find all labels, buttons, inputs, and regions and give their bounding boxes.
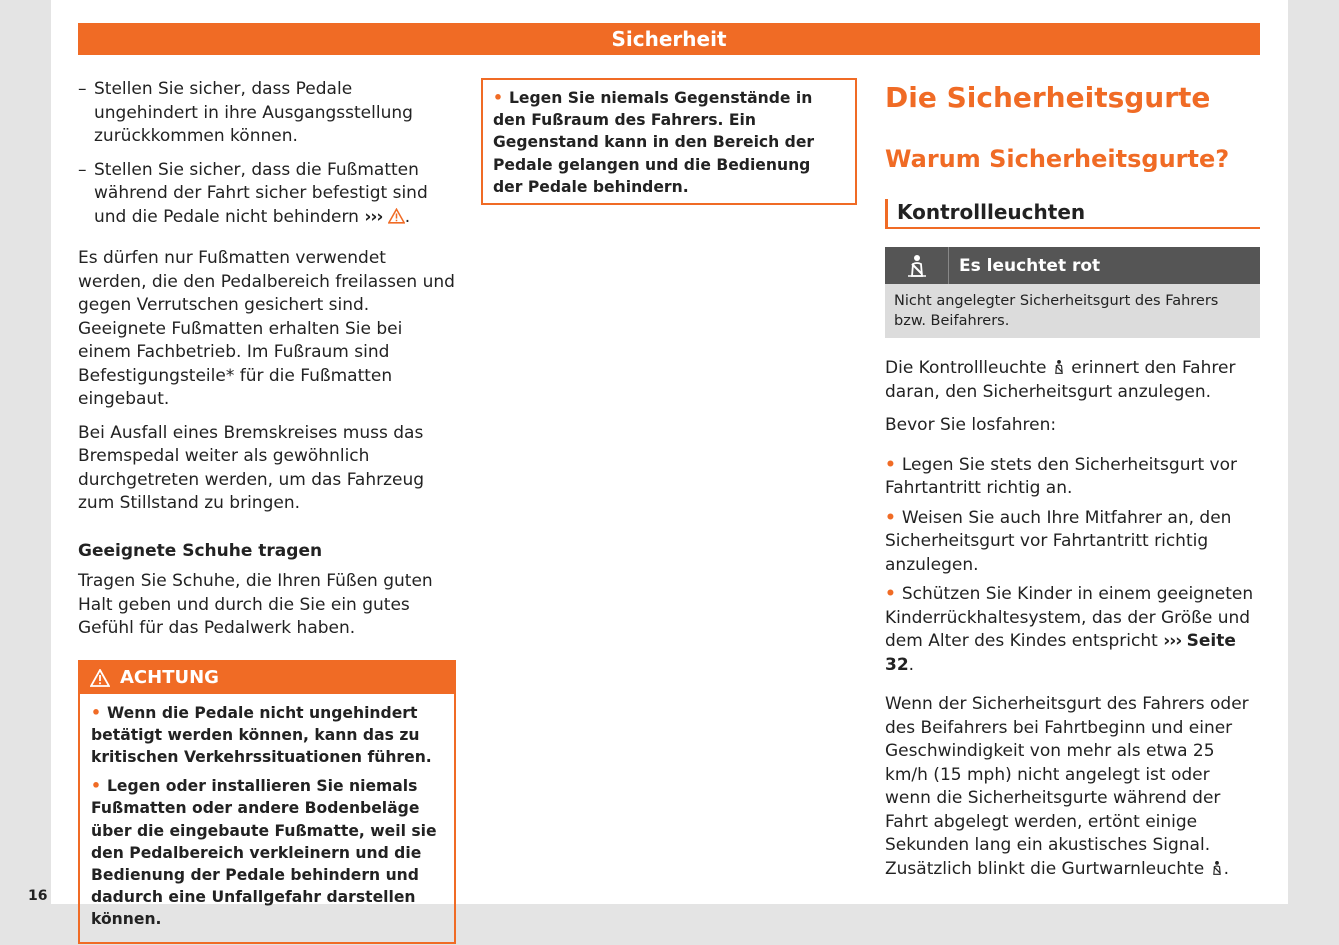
- cross-reference-arrow[interactable]: ›››: [1163, 631, 1182, 651]
- warning-title: ACHTUNG: [120, 667, 219, 688]
- paragraph: Die Kontrollleuchte erinnert den Fahrer daran, den Sicherheitsgurt anzulegen.: [885, 358, 1236, 402]
- subsection-title: Kontrollleuchten: [885, 199, 1260, 229]
- page-reference-link[interactable]: Seite 32: [885, 631, 1236, 675]
- warning-lamp-heading: Es leuchtet rot: [959, 255, 1101, 276]
- page-number: 16: [28, 888, 48, 904]
- warning-body: [80, 694, 454, 942]
- dash-item: – Stellen Sie sicher, dass Pedale ungehindert in ihre Ausgangsstellung zurückkommen können.: [78, 78, 456, 149]
- seatbelt-warning-icon: [1052, 358, 1066, 376]
- section-title: Warum Sicherheitsgurte?: [885, 145, 1230, 173]
- bullet-item: • Schützen Sie Kinder in einem geeigneten Kinderrückhaltesystem, das der Größe und dem Alter des Kindes entspricht ››› Seite 32.: [885, 584, 1254, 675]
- paragraph: Tragen Sie Schuhe, die Ihren Füßen guten Halt geben und durch die Sie ein gutes Gefühl für das Pedalwerk haben.: [78, 571, 433, 638]
- paragraph: Wenn der Sicherheitsgurt des Fahrers oder des Beifahrers bei Fahrtbeginn und einer Geschwindigkeit von mehr als etwa 25 km/h (15 mph) nicht angelegt ist oder wenn die Sicherheitsgurte während der Fahrt abgelegt werden, ertönt einige Sekunden lang ein akustisches Signal. Zusätzlich blinkt die Gurtwarnleuchte .: [885, 694, 1249, 879]
- middle-column: [481, 78, 857, 205]
- warning-lamp-header: [885, 247, 1260, 284]
- bullet-dot: •: [885, 507, 896, 528]
- seatbelt-text: [885, 357, 1260, 891]
- seatbelt-warning-icon: [885, 247, 949, 284]
- warning-triangle-icon[interactable]: [388, 208, 405, 224]
- warning-item: • Wenn die Pedale nicht ungehindert betätigt werden können, kann das zu kritischen Verkehrssituationen führen.: [91, 703, 432, 766]
- warning-box: [78, 660, 456, 944]
- bullet-item: • Legen Sie stets den Sicherheitsgurt vor Fahrtantritt richtig an.: [885, 454, 1237, 498]
- warning-lamp-description: Nicht angelegter Sicherheitsgurt des Fahrers bzw. Beifahrers.: [885, 284, 1260, 338]
- chapter-title: Die Sicherheitsgurte: [885, 81, 1211, 114]
- paragraph: Bei Ausfall eines Bremskreises muss das Bremspedal weiter als gewöhnlich durchgetreten werden, um das Fahrzeug zum Stillstand zu bringen.: [78, 422, 425, 513]
- section-header-band: Sicherheit: [78, 23, 1260, 55]
- note-item: • Legen Sie niemals Gegenstände in den Fußraum des Fahrers. Ein Gegenstand kann in den Bereich der Pedale gelangen und die Bedienung der Pedale behindern.: [493, 89, 815, 196]
- warning-item: • Legen oder installieren Sie niemals Fußmatten oder andere Bodenbeläge über die eingebaute Fußmatte, weil sie den Pedalbereich verkleinern und die Bedienung der Pedale behindern und dadurch eine Unfallgefahr darstellen können.: [91, 777, 437, 929]
- dash-item: – Stellen Sie sicher, dass die Fußmatten während der Fahrt sicher befestigt sind und die Pedale nicht behindern ››› .: [78, 159, 456, 230]
- paragraph: Es dürfen nur Fußmatten verwendet werden, die den Pedalbereich freilassen und gegen Verrutschen gesichert sind. Geeignete Fußmatten erhalten Sie bei einem Fachbetrieb. Im Fußraum sind Befestigungsteile* für die Fußmatten eingebaut.: [78, 248, 455, 409]
- right-column: [885, 78, 1260, 879]
- note-box: [481, 78, 857, 205]
- subheading: Geeignete Schuhe tragen: [78, 540, 323, 561]
- paragraph: Bevor Sie losfahren:: [885, 415, 1057, 435]
- left-column: [78, 78, 456, 944]
- bullet-dot: •: [91, 777, 101, 796]
- bullet-dot: •: [91, 703, 101, 722]
- cross-reference-arrow[interactable]: ›››: [364, 206, 383, 227]
- bullet-item: • Weisen Sie auch Ihre Mitfahrer an, den Sicherheitsgurt vor Fahrtantritt richtig anzulegen.: [885, 507, 1232, 575]
- warning-lamp-table: [885, 247, 1260, 338]
- seatbelt-warning-icon: [1210, 859, 1224, 877]
- warning-triangle-icon: [90, 669, 110, 687]
- bullet-dot: •: [885, 584, 896, 604]
- warning-header: [80, 662, 454, 694]
- bullet-dot: •: [493, 89, 503, 107]
- bullet-dot: •: [885, 454, 896, 475]
